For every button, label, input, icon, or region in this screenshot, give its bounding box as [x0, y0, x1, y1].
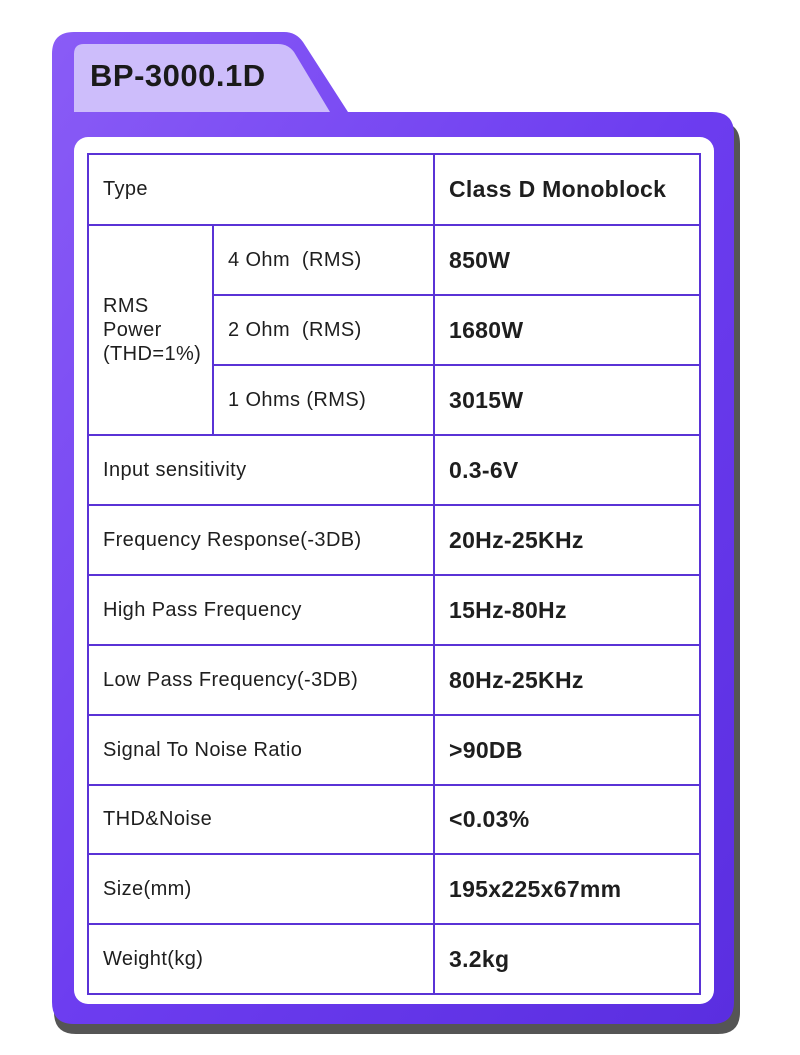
spec-value: 0.3-6V: [434, 435, 700, 505]
spec-value: Class D Monoblock: [434, 154, 700, 225]
rms-label-line: (THD=1%): [103, 343, 202, 365]
rms-sub-label: 1 Ohms (RMS): [213, 365, 434, 435]
spec-label: Low Pass Frequency(-3DB): [88, 645, 434, 715]
spec-label: Input sensitivity: [88, 435, 434, 505]
spec-label: Type: [88, 154, 434, 225]
spec-label: High Pass Frequency: [88, 575, 434, 645]
spec-value: 1680W: [434, 295, 700, 365]
spec-label: Size(mm): [88, 854, 434, 924]
table-row: [88, 575, 700, 645]
spec-label: Weight(kg): [88, 924, 434, 994]
spec-value: 20Hz-25KHz: [434, 505, 700, 575]
spec-table: [87, 153, 701, 995]
table-row: [88, 225, 700, 295]
spec-label: Signal To Noise Ratio: [88, 715, 434, 785]
rms-label-line: Power: [103, 319, 162, 341]
spec-value: 80Hz-25KHz: [434, 645, 700, 715]
product-title: BP-3000.1D: [90, 58, 266, 93]
table-row: [88, 435, 700, 505]
spec-value: <0.03%: [434, 785, 700, 854]
table-row: [88, 924, 700, 994]
rms-sub-label: 2 Ohm (RMS): [213, 295, 434, 365]
table-row: [88, 645, 700, 715]
spec-value: 15Hz-80Hz: [434, 575, 700, 645]
table-row: [88, 505, 700, 575]
spec-label: Frequency Response(-3DB): [88, 505, 434, 575]
table-row: [88, 154, 700, 225]
spec-value: >90DB: [434, 715, 700, 785]
spec-label: THD&Noise: [88, 785, 434, 854]
table-row: [88, 715, 700, 785]
table-row: [88, 785, 700, 854]
spec-value: 850W: [434, 225, 700, 295]
rms-power-label: [88, 225, 213, 435]
rms-sub-label: 4 Ohm (RMS): [213, 225, 434, 295]
rms-label-line: RMS: [103, 295, 149, 317]
table-row: [88, 854, 700, 924]
spec-value: 3.2kg: [434, 924, 700, 994]
spec-value: 195x225x67mm: [434, 854, 700, 924]
spec-value: 3015W: [434, 365, 700, 435]
